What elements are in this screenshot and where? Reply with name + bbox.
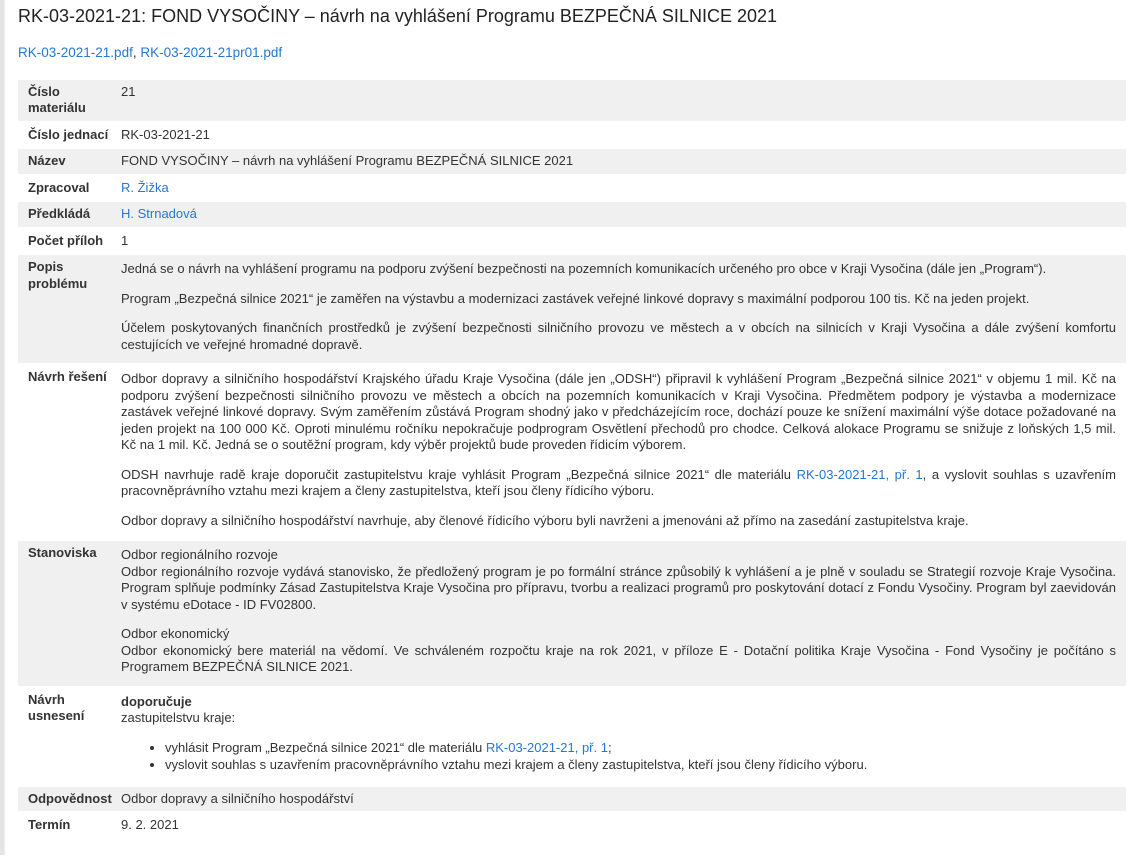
resolution-intro bbox=[121, 694, 1116, 727]
problem-paragraph: Účelem poskytovaných finančních prostředků je zvýšení bezpečnosti silničního provozu ve městech a v obcích na silnicích v Kraji Vysočina a dále zvýšení komfortu cestujících ve veřejné hromadné dopravě. bbox=[121, 320, 1116, 353]
row-label: Stanoviska bbox=[18, 541, 121, 686]
opinion-department-name: Odbor regionálního rozvoje bbox=[121, 547, 278, 562]
row-value: RK-03-2021-21 bbox=[121, 123, 1126, 148]
row-value bbox=[121, 255, 1126, 363]
row-value bbox=[121, 176, 1126, 201]
attachment-links bbox=[18, 45, 1126, 62]
row-value: 21 bbox=[121, 80, 1126, 121]
table-row-popis-problemu bbox=[18, 255, 1126, 363]
solution-paragraph: Odbor dopravy a silničního hospodářství navrhuje, aby členové řídicího výboru byli navrženi a jmenováni až přímo na zasedání zastupitelstva kraje. bbox=[121, 513, 1116, 530]
solution-paragraph bbox=[121, 467, 1116, 500]
table-row-navrh-usneseni bbox=[18, 688, 1126, 785]
row-label: Název bbox=[18, 149, 121, 174]
opinion-block-regional bbox=[121, 547, 1116, 613]
author-link[interactable]: R. Žižka bbox=[121, 180, 169, 195]
resolution-item: • vyslovit souhlas s uzavřením pracovněprávního vztahu mezi krajem a členy zastupitelstva, kteří jsou členy řídicího výboru. bbox=[165, 757, 1116, 774]
row-label: Odpovědnost bbox=[18, 787, 121, 812]
solution-text-before-link: ODSH navrhuje radě kraje doporučit zastupitelstvu kraje vyhlásit Program „Bezpečná silnice 2021“ dle materiálu bbox=[121, 467, 797, 482]
solution-paragraph: Odbor dopravy a silničního hospodářství Krajského úřadu Kraje Vysočina (dále jen „ODSH“) připravil k vyhlášení Program „Bezpečná silnice 2021“ v objemu 1 mil. Kč na podporu zvýšení bezpečnosti silničního provozu ve městech a obcích na pozemních komunikacích v Kraji Vysočina. Předmětem podpory je výstavba a modernizace zastávek veřejné linkové dopravy. Svým zaměřením zůstává Program shodný jako v předcházejícím roce, dochází pouze ke snížení maximální výše dotace požadované na jeden projekt na 100 000 Kč. Oproti minulému ročníku nepokračuje podprogram Osvětlení přechodů pro chodce. Celková alokace Programu se snižuje z loňských 1,5 mil. Kč na 1 mil. Kč. Jedná se o soutěžní program, kdy výběr projektů bude proveden řídicím výborem. bbox=[121, 371, 1116, 454]
table-row-navrh-reseni bbox=[18, 365, 1126, 539]
row-label: Termín bbox=[18, 813, 121, 838]
row-value bbox=[121, 541, 1126, 686]
window-left-edge bbox=[0, 0, 5, 855]
row-value: 1 bbox=[121, 229, 1126, 254]
row-value: FOND VYSOČINY – návrh na vyhlášení Programu BEZPEČNÁ SILNICE 2021 bbox=[121, 149, 1126, 174]
resolution-text-after-link: ; bbox=[608, 740, 612, 755]
table-row-odpovednost bbox=[18, 787, 1126, 812]
opinion-text: Odbor regionálního rozvoje vydává stanovisko, že předložený program je po formální stránce způsobilý k vyhlášení a je plně v souladu se Strategií rozvoje Kraje Vysočina. Program splňuje podmínky Zásad Zastupitelstva Kraje Vysočina pro přípravu, tvorbu a realizaci programů pro poskytování dotací z Fondu Vysočiny. Program byl zaevidován v systému eDotace - ID FV02800. bbox=[121, 564, 1116, 612]
row-label: Počet příloh bbox=[18, 229, 121, 254]
table-row-cislo-jednaci bbox=[18, 123, 1126, 148]
attachment-link-annex-pdf[interactable]: RK-03-2021-21pr01.pdf bbox=[140, 45, 282, 60]
table-row-pocet-priloh bbox=[18, 229, 1126, 254]
table-row-cislo-materialu bbox=[18, 80, 1126, 121]
material-annex-link[interactable]: RK-03-2021-21, př. 1 bbox=[486, 740, 608, 755]
row-label: Popis problému bbox=[18, 255, 121, 363]
resolution-item bbox=[165, 740, 1116, 757]
opinion-department-name: Odbor ekonomický bbox=[121, 626, 229, 641]
row-label: Číslo materiálu bbox=[18, 80, 121, 121]
table-row-termin bbox=[18, 813, 1126, 838]
opinion-text: Odbor ekonomický bere materiál na vědomí. Ve schváleném rozpočtu kraje na rok 2021, v příloze E - Dotační politika Kraje Vysočina - Fond Vysočiny je počítáno s Programem BEZPEČNÁ SILNICE 2021. bbox=[121, 643, 1116, 675]
table-row-stanoviska bbox=[18, 541, 1126, 686]
presenter-link[interactable]: H. Strnadová bbox=[121, 206, 197, 221]
row-value bbox=[121, 688, 1126, 785]
attachment-link-main-pdf[interactable]: RK-03-2021-21.pdf bbox=[18, 45, 133, 60]
row-value: 9. 2. 2021 bbox=[121, 813, 1126, 838]
attachment-separator: , bbox=[133, 45, 141, 60]
resolution-addressee: zastupitelstvu kraje: bbox=[121, 710, 235, 725]
table-row-zpracoval bbox=[18, 176, 1126, 201]
table-row-predklada bbox=[18, 202, 1126, 227]
row-value bbox=[121, 365, 1126, 539]
row-value bbox=[121, 202, 1126, 227]
problem-paragraph: Jedná se o návrh na vyhlášení programu na podporu zvýšení bezpečnosti na pozemních komunikacích určeného pro obce v Kraji Vysočina (dále jen „Program“). bbox=[121, 261, 1116, 278]
solution-text-after-link: , a vyslovit souhlas s uzavřením pracovněprávního vztahu mezi krajem a členy zastupitelstva, kteří jsou členy řídicího výboru. bbox=[121, 467, 1116, 499]
material-detail-page bbox=[18, 5, 1126, 838]
row-label: Návrh usnesení bbox=[18, 688, 121, 785]
resolution-text-before-link: vyhlásit Program „Bezpečná silnice 2021“ dle materiálu bbox=[165, 740, 486, 755]
resolution-verb: doporučuje bbox=[121, 694, 192, 709]
resolution-list bbox=[121, 740, 1116, 774]
material-table bbox=[18, 80, 1126, 838]
table-row-nazev bbox=[18, 149, 1126, 174]
page-title: RK-03-2021-21: FOND VYSOČINY – návrh na vyhlášení Programu BEZPEČNÁ SILNICE 2021 bbox=[18, 5, 1126, 28]
material-annex-link[interactable]: RK-03-2021-21, př. 1 bbox=[797, 467, 923, 482]
row-label: Číslo jednací bbox=[18, 123, 121, 148]
problem-paragraph: Program „Bezpečná silnice 2021“ je zaměřen na výstavbu a modernizaci zastávek veřejné linkové dopravy s maximální podporou 100 tis. Kč na jeden projekt. bbox=[121, 291, 1116, 308]
row-label: Zpracoval bbox=[18, 176, 121, 201]
row-label: Předkládá bbox=[18, 202, 121, 227]
row-label: Návrh řešení bbox=[18, 365, 121, 539]
row-value: Odbor dopravy a silničního hospodářství bbox=[121, 787, 1126, 812]
opinion-block-economic bbox=[121, 626, 1116, 676]
